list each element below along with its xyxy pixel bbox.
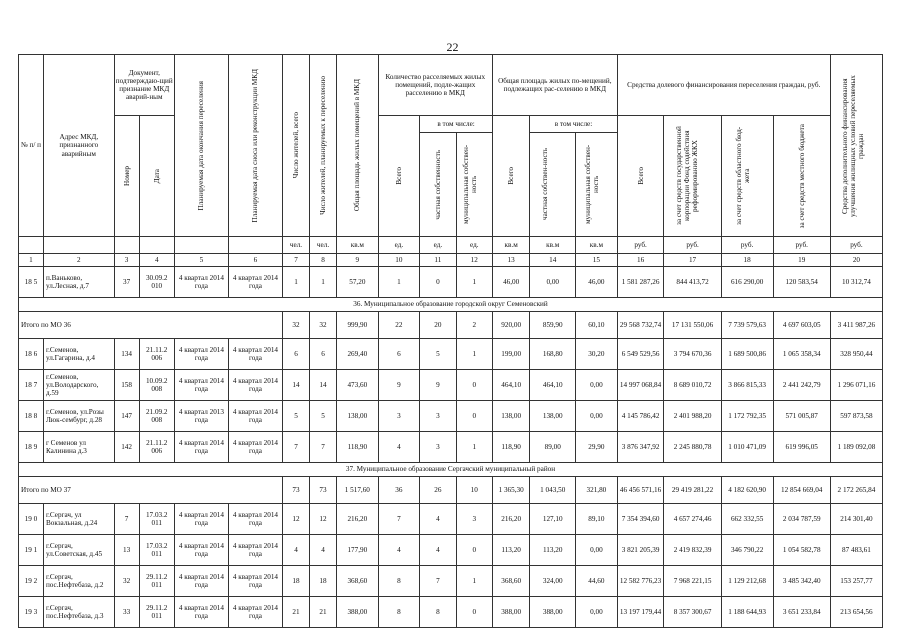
table-cell: 0,00 xyxy=(576,370,618,401)
table-cell: г.Сергач, пос.Нефтебаза, д.3 xyxy=(43,597,114,628)
table-cell: 1 129 212,68 xyxy=(721,566,773,597)
table-cell: п.Ваньково, ул.Лесная, д.7 xyxy=(43,267,114,298)
table-header xyxy=(19,55,883,267)
header-area-total: Всего xyxy=(507,167,516,185)
table-cell: 6 549 529,56 xyxy=(617,339,664,370)
unit-cell: кв.м xyxy=(337,237,379,254)
col-number: 15 xyxy=(576,254,618,267)
table-cell: 89,10 xyxy=(576,504,618,535)
table-cell: 4 xyxy=(378,432,420,463)
table-cell: 32 xyxy=(114,566,139,597)
table-cell: 13 197 179,44 xyxy=(617,597,664,628)
table-cell: 1 043,50 xyxy=(530,477,576,504)
table-cell: 7 968 221,15 xyxy=(664,566,721,597)
header-municipal-2: муниципальная собствен-ность xyxy=(584,144,601,224)
table-cell: 1 xyxy=(283,267,310,298)
table-cell: г.Семенов, ул.Гагарина, д.4 xyxy=(43,339,114,370)
table-cell: 18 6 xyxy=(19,339,44,370)
table-cell: 388,00 xyxy=(530,597,576,628)
table-cell: 0,00 xyxy=(530,267,576,298)
col-number: 5 xyxy=(174,254,228,267)
col-number: 19 xyxy=(773,254,830,267)
table-cell: г.Семенов, ул.Розы Люк-сембург, д.28 xyxy=(43,401,114,432)
table-cell: 1 517,60 xyxy=(337,477,379,504)
table-cell: 0,00 xyxy=(576,401,618,432)
table-cell: 844 413,72 xyxy=(664,267,721,298)
table-cell: 134 xyxy=(114,339,139,370)
table-cell: 158 xyxy=(114,370,139,401)
table-cell: 2 172 265,84 xyxy=(830,477,882,504)
table-cell: 6 xyxy=(310,339,337,370)
table-cell: 1 172 792,35 xyxy=(721,401,773,432)
table-cell: 37 xyxy=(114,267,139,298)
table-cell: 18 xyxy=(310,566,337,597)
table-cell: 118,90 xyxy=(492,432,529,463)
table-cell: 216,20 xyxy=(492,504,529,535)
table-cell: 29.11.2 011 xyxy=(139,597,174,628)
table-cell: 1 581 287,26 xyxy=(617,267,664,298)
table-cell: 21.11.2 006 xyxy=(139,432,174,463)
col-number: 13 xyxy=(492,254,529,267)
table-cell: 4 квартал 2014 года xyxy=(228,339,282,370)
table-cell: 19 3 xyxy=(19,597,44,628)
table-cell: 3 794 670,36 xyxy=(664,339,721,370)
table-cell: 13 xyxy=(114,535,139,566)
header-number: № п/ п xyxy=(19,55,44,237)
section-title: 37. Муниципальное образование Сергачский муниципальный район xyxy=(19,463,883,477)
table-cell: 1 365,30 xyxy=(492,477,529,504)
table-cell: 5 xyxy=(283,401,310,432)
table-cell: 3 411 987,26 xyxy=(830,312,882,339)
header-area-group: Общая площадь жилых по-мещений, подлежащих рас-селению в МКД xyxy=(492,55,617,116)
table-cell: г Семенов ул Калинина д.3 xyxy=(43,432,114,463)
table-cell: 17.03.2 011 xyxy=(139,535,174,566)
col-number: 14 xyxy=(530,254,576,267)
table-cell: 73 xyxy=(310,477,337,504)
table-cell: 4 xyxy=(283,535,310,566)
header-premises-group: Количество расселяемых жилых помещений, подле-жащих расселению в МКД xyxy=(378,55,492,116)
table-cell: 18 8 xyxy=(19,401,44,432)
table-cell: 3 xyxy=(456,504,492,535)
table-cell: 216,20 xyxy=(337,504,379,535)
col-number: 20 xyxy=(830,254,882,267)
col-number: 12 xyxy=(456,254,492,267)
table-cell: 6 xyxy=(378,339,420,370)
table-cell: 0,00 xyxy=(576,535,618,566)
table-cell: 4 xyxy=(378,535,420,566)
table-cell: 10.09.2 008 xyxy=(139,370,174,401)
header-document: Документ, подтверждаю-щий признание МКД аварий-ным xyxy=(114,55,174,116)
header-municipal: муниципальная собствен-ность xyxy=(462,144,479,224)
section-row xyxy=(19,463,883,477)
table-cell: 127,10 xyxy=(530,504,576,535)
table-cell: 30.09.2 010 xyxy=(139,267,174,298)
header-residents-total: Число жителей, всего xyxy=(291,112,300,179)
table-cell: 2 419 832,39 xyxy=(664,535,721,566)
table-cell: 26 xyxy=(420,477,456,504)
table-cell: 4 квартал 2014 года xyxy=(174,535,228,566)
table-cell: 7 xyxy=(283,432,310,463)
table-cell: 14 xyxy=(283,370,310,401)
table-row xyxy=(19,432,883,463)
table-cell: 21 xyxy=(310,597,337,628)
table-cell: 3 xyxy=(378,401,420,432)
table-row xyxy=(19,267,883,298)
table-cell: 32 xyxy=(283,312,310,339)
table-cell: 12 854 669,04 xyxy=(773,477,830,504)
table-cell: 8 689 010,72 xyxy=(664,370,721,401)
table-cell: 142 xyxy=(114,432,139,463)
unit-cell: кв.м xyxy=(492,237,529,254)
table-row xyxy=(19,370,883,401)
section-37-body xyxy=(19,463,883,504)
table-cell: 1 010 471,09 xyxy=(721,432,773,463)
table-cell: 1 xyxy=(456,339,492,370)
table-cell: 4 квартал 2014 года xyxy=(228,267,282,298)
table-cell: 0,00 xyxy=(576,597,618,628)
table-cell: 46,00 xyxy=(492,267,529,298)
table-cell: 138,00 xyxy=(492,401,529,432)
table-cell: 14 xyxy=(310,370,337,401)
table-cell: 0 xyxy=(456,535,492,566)
table-cell: 571 005,87 xyxy=(773,401,830,432)
table-cell: 4 xyxy=(310,535,337,566)
unit-cell: руб. xyxy=(830,237,882,254)
resettlement-table xyxy=(18,54,883,628)
table-cell: г.Сергач, ул Вокзальная, д.24 xyxy=(43,504,114,535)
table-cell: 199,00 xyxy=(492,339,529,370)
table-cell: 3 876 347,92 xyxy=(617,432,664,463)
section-37-rows xyxy=(19,504,883,628)
unit-cell: руб. xyxy=(773,237,830,254)
unit-cell: чел. xyxy=(310,237,337,254)
table-cell: 214 301,40 xyxy=(830,504,882,535)
table-cell: 662 332,55 xyxy=(721,504,773,535)
table-cell: 999,90 xyxy=(337,312,379,339)
header-planned-resettle: Планируемая дата окончания переселения xyxy=(197,80,206,211)
table-cell: 12 582 776,23 xyxy=(617,566,664,597)
header-total-area: Общая площадь жилых помещений в МКД xyxy=(353,79,362,212)
table-cell: 10 xyxy=(456,477,492,504)
table-cell: 4 квартал 2014 года xyxy=(228,597,282,628)
table-cell: 7 354 394,60 xyxy=(617,504,664,535)
table-cell: 4 квартал 2014 года xyxy=(228,535,282,566)
table-cell: 3 xyxy=(420,401,456,432)
table-cell: г.Семенов, ул.Володарского, д.59 xyxy=(43,370,114,401)
section-title: 36. Муниципальное образование городской округ Семеновский xyxy=(19,298,883,312)
table-cell: 2 034 787,59 xyxy=(773,504,830,535)
table-cell: 3 485 342,40 xyxy=(773,566,830,597)
table-cell: 473,60 xyxy=(337,370,379,401)
table-cell: 7 xyxy=(310,432,337,463)
table-cell: 29 419 281,22 xyxy=(664,477,721,504)
table-cell: 4 квартал 2014 года xyxy=(174,370,228,401)
table-cell: 4 квартал 2014 года xyxy=(174,432,228,463)
table-row xyxy=(19,504,883,535)
unit-cell: руб. xyxy=(721,237,773,254)
table-cell: 619 996,05 xyxy=(773,432,830,463)
table-cell: 3 866 815,33 xyxy=(721,370,773,401)
table-cell: 4 697 603,05 xyxy=(773,312,830,339)
table-cell: 4 xyxy=(420,535,456,566)
total-row xyxy=(19,477,883,504)
table-cell: 0 xyxy=(456,401,492,432)
header-including: в том числе: xyxy=(420,116,493,133)
table-cell: 120 583,54 xyxy=(773,267,830,298)
table-cell: 1 xyxy=(456,566,492,597)
page-number: 22 xyxy=(446,40,459,54)
table-cell: 9 xyxy=(378,370,420,401)
table-cell: 29.11.2 011 xyxy=(139,566,174,597)
table-cell: 138,00 xyxy=(530,401,576,432)
unit-cell: ед. xyxy=(420,237,456,254)
table-cell: 177,90 xyxy=(337,535,379,566)
col-number: 9 xyxy=(337,254,379,267)
table-cell: 36 xyxy=(378,477,420,504)
table-cell: 44,60 xyxy=(576,566,618,597)
col-number: 18 xyxy=(721,254,773,267)
table-cell: 19 0 xyxy=(19,504,44,535)
table-cell: 4 квартал 2014 года xyxy=(174,597,228,628)
table-cell: 388,00 xyxy=(492,597,529,628)
table-cell: 87 483,61 xyxy=(830,535,882,566)
table-cell: 18 7 xyxy=(19,370,44,401)
table-cell: 1 689 500,86 xyxy=(721,339,773,370)
table-cell: 1 xyxy=(378,267,420,298)
table-cell: 18 9 xyxy=(19,432,44,463)
header-doc-number: Номер xyxy=(122,166,131,186)
table-cell: 346 790,22 xyxy=(721,535,773,566)
table-cell: 616 290,00 xyxy=(721,267,773,298)
table-cell: 113,20 xyxy=(530,535,576,566)
col-number: 6 xyxy=(228,254,282,267)
table-cell: 4 квартал 2013 года xyxy=(174,401,228,432)
table-cell: 2 xyxy=(456,312,492,339)
table-cell: 7 xyxy=(114,504,139,535)
table-cell: 3 xyxy=(420,432,456,463)
table-cell: 57,20 xyxy=(337,267,379,298)
table-cell: 3 821 205,39 xyxy=(617,535,664,566)
table-cell: 7 739 579,63 xyxy=(721,312,773,339)
header-premises-total: Всего xyxy=(394,167,403,185)
header-doc-date: Дата xyxy=(152,168,161,184)
table-cell: 18 5 xyxy=(19,267,44,298)
table-cell: 1 188 644,93 xyxy=(721,597,773,628)
table-row xyxy=(19,566,883,597)
table-cell: 4 xyxy=(420,504,456,535)
table-cell: 14 997 068,84 xyxy=(617,370,664,401)
table-cell: 4 квартал 2014 года xyxy=(174,267,228,298)
col-number: 7 xyxy=(283,254,310,267)
table-cell: 29 568 732,74 xyxy=(617,312,664,339)
table-cell: 4 657 274,46 xyxy=(664,504,721,535)
table-cell: г.Сергач, ул.Советская, д.45 xyxy=(43,535,114,566)
total-row xyxy=(19,312,883,339)
table-cell: 1 xyxy=(456,432,492,463)
unit-cell: кв.м xyxy=(576,237,618,254)
unit-cell: ед. xyxy=(456,237,492,254)
table-cell: 4 квартал 2014 года xyxy=(228,401,282,432)
table-cell: 5 xyxy=(310,401,337,432)
header-address: Адрес МКД, признанного аварийным xyxy=(43,55,114,237)
table-cell: 89,00 xyxy=(530,432,576,463)
table-cell: 1 xyxy=(456,267,492,298)
table-cell: 4 квартал 2014 года xyxy=(228,370,282,401)
table-cell: 153 257,77 xyxy=(830,566,882,597)
table-cell: 138,00 xyxy=(337,401,379,432)
table-cell: 73 xyxy=(283,477,310,504)
header-regional: за счет средств областного бюд-жета xyxy=(735,126,752,226)
table-cell: 464,10 xyxy=(492,370,529,401)
header-fund: за счет средств государственной корпорации Фонд содействия реформированию ЖКХ xyxy=(674,126,699,226)
table-cell: 147 xyxy=(114,401,139,432)
table-cell: 46,00 xyxy=(576,267,618,298)
column-numbers-row xyxy=(19,254,883,267)
table-cell: 7 xyxy=(378,504,420,535)
section-36-rows xyxy=(19,339,883,463)
header-including-2: в том числе: xyxy=(530,116,617,133)
col-number: 16 xyxy=(617,254,664,267)
col-number: 8 xyxy=(310,254,337,267)
table-cell: 4 квартал 2014 года xyxy=(174,339,228,370)
table-cell: 10 312,74 xyxy=(830,267,882,298)
table-cell: 33 xyxy=(114,597,139,628)
table-cell: 213 654,56 xyxy=(830,597,882,628)
table-row xyxy=(19,535,883,566)
table-cell: 0 xyxy=(420,267,456,298)
table-cell: 4 квартал 2014 года xyxy=(228,432,282,463)
table-cell: 0 xyxy=(456,370,492,401)
table-cell: 328 950,44 xyxy=(830,339,882,370)
col-number: 2 xyxy=(43,254,114,267)
table-cell: 1 065 358,34 xyxy=(773,339,830,370)
table-cell: 29,90 xyxy=(576,432,618,463)
table-cell: 1 189 092,08 xyxy=(830,432,882,463)
table-cell: 46 456 571,16 xyxy=(617,477,664,504)
table-cell: 7 xyxy=(420,566,456,597)
table-cell: 21 xyxy=(283,597,310,628)
col-number: 1 xyxy=(19,254,44,267)
table-cell: 21.11.2 006 xyxy=(139,339,174,370)
table-cell: 6 xyxy=(283,339,310,370)
col-number: 11 xyxy=(420,254,456,267)
table-row xyxy=(19,597,883,628)
table-cell: 2 401 988,20 xyxy=(664,401,721,432)
header-extra-funds: Средства дополнительного финансирования улучшения жилищных условий переселяемых граждан xyxy=(841,74,866,217)
header-planned-demolish: Планируемая дата сноса или реконструкции МКД xyxy=(251,68,260,223)
table-cell: 118,90 xyxy=(337,432,379,463)
table-cell: 18 xyxy=(283,566,310,597)
col-number: 10 xyxy=(378,254,420,267)
total-label: Итого по МО 36 xyxy=(19,312,283,339)
table-cell: 168,80 xyxy=(530,339,576,370)
table-cell: 32 xyxy=(310,312,337,339)
table-cell: 12 xyxy=(310,504,337,535)
table-cell: 8 xyxy=(420,597,456,628)
table-cell: 920,00 xyxy=(492,312,529,339)
table-cell: 321,80 xyxy=(576,477,618,504)
table-row xyxy=(19,401,883,432)
table-cell: 1 296 071,16 xyxy=(830,370,882,401)
table-cell: 859,90 xyxy=(530,312,576,339)
table-cell: 269,40 xyxy=(337,339,379,370)
table-cell: 368,60 xyxy=(337,566,379,597)
table-cell: 1 xyxy=(310,267,337,298)
table-cell: 4 квартал 2014 года xyxy=(174,566,228,597)
col-number: 3 xyxy=(114,254,139,267)
table-cell: 3 651 233,84 xyxy=(773,597,830,628)
table-cell: 30,20 xyxy=(576,339,618,370)
table-cell: 5 xyxy=(420,339,456,370)
table-cell: 113,20 xyxy=(492,535,529,566)
table-cell: 4 145 786,42 xyxy=(617,401,664,432)
table-cell: 17.03.2 011 xyxy=(139,504,174,535)
table-cell: 2 441 242,79 xyxy=(773,370,830,401)
unit-cell: чел. xyxy=(283,237,310,254)
table-cell: 21.09.2 008 xyxy=(139,401,174,432)
units-row xyxy=(19,237,883,254)
table-cell: 324,00 xyxy=(530,566,576,597)
header-private-2: частная собствен-ность xyxy=(540,148,549,221)
table-cell: 22 xyxy=(378,312,420,339)
table-cell: 8 xyxy=(378,597,420,628)
header-finance-total: Всего xyxy=(636,167,645,185)
table-cell: г.Сергач, пос.Нефтебаза, д.2 xyxy=(43,566,114,597)
header-residents-planned: Число жителей, планируемых к переселению xyxy=(318,76,327,215)
table-body xyxy=(19,267,883,339)
col-number: 17 xyxy=(664,254,721,267)
unit-cell: руб. xyxy=(664,237,721,254)
total-label: Итого по МО 37 xyxy=(19,477,283,504)
table-cell: 12 xyxy=(283,504,310,535)
header-private: частная собственность xyxy=(433,149,442,220)
table-cell: 8 357 300,67 xyxy=(664,597,721,628)
table-cell: 9 xyxy=(420,370,456,401)
table-cell: 4 квартал 2014 года xyxy=(228,504,282,535)
table-cell: 8 xyxy=(378,566,420,597)
table-cell: 60,10 xyxy=(576,312,618,339)
table-cell: 4 182 620,90 xyxy=(721,477,773,504)
header-finance-group: Средства долевого финансирования переселения граждан, руб. xyxy=(617,55,830,116)
unit-cell: ед. xyxy=(378,237,420,254)
table-cell: 464,10 xyxy=(530,370,576,401)
table-cell: 19 1 xyxy=(19,535,44,566)
table-cell: 4 квартал 2014 года xyxy=(174,504,228,535)
table-cell: 20 xyxy=(420,312,456,339)
table-cell: 17 131 550,06 xyxy=(664,312,721,339)
table-cell: 388,00 xyxy=(337,597,379,628)
col-number: 4 xyxy=(139,254,174,267)
header-local: за счет средств местного бюджета xyxy=(797,123,806,229)
table-cell: 1 054 582,78 xyxy=(773,535,830,566)
table-cell: 0 xyxy=(456,597,492,628)
unit-cell: кв.м xyxy=(530,237,576,254)
table-cell: 368,60 xyxy=(492,566,529,597)
table-cell: 19 2 xyxy=(19,566,44,597)
table-cell: 597 873,58 xyxy=(830,401,882,432)
unit-cell: руб. xyxy=(617,237,664,254)
section-row xyxy=(19,298,883,312)
table-cell: 4 квартал 2014 года xyxy=(228,566,282,597)
table-row xyxy=(19,339,883,370)
table-cell: 2 245 880,78 xyxy=(664,432,721,463)
